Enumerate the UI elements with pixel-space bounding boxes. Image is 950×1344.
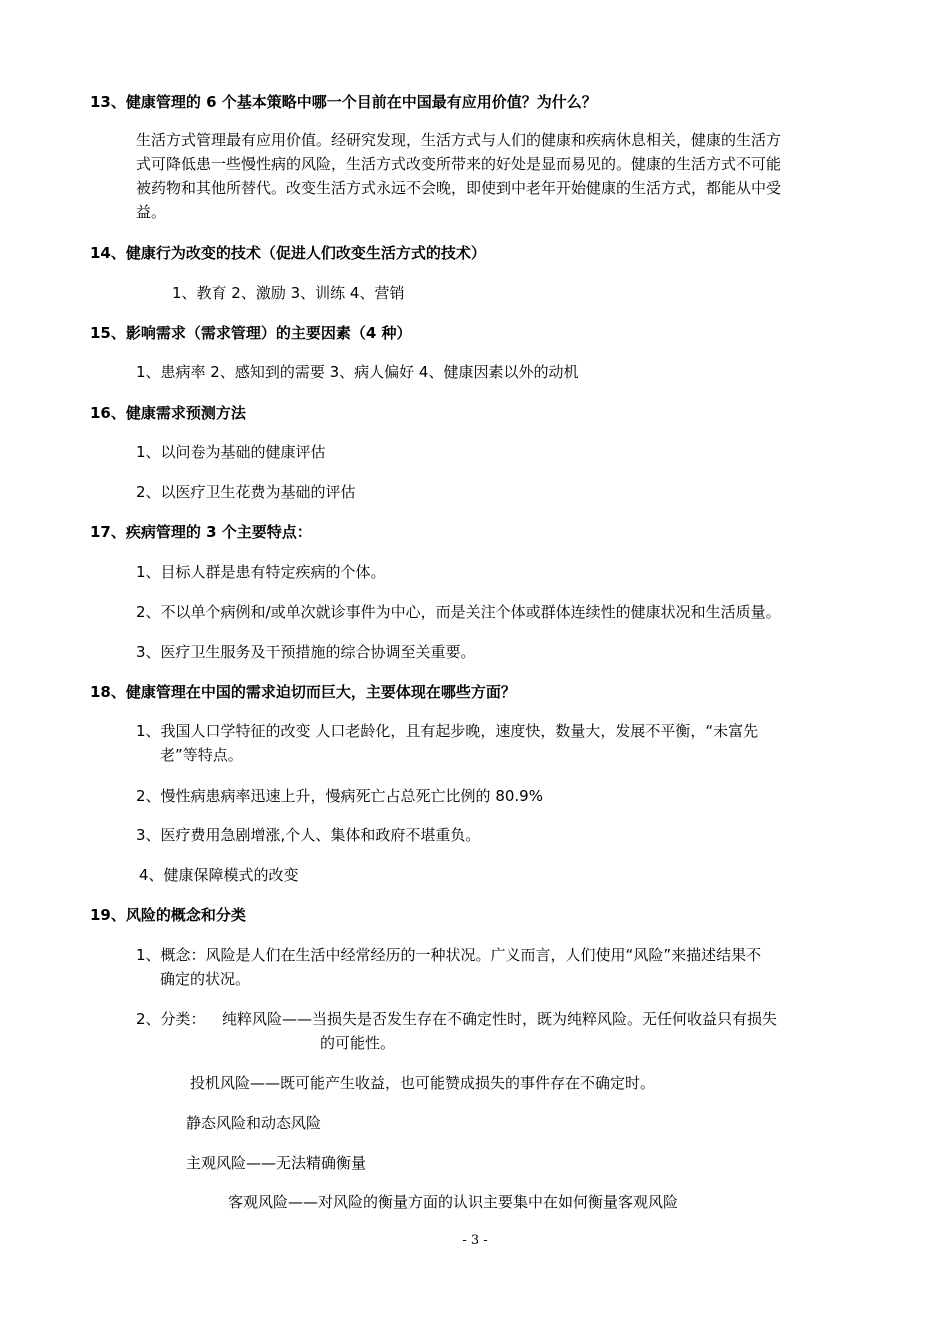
answer-line: 被药物和其他所替代。改变生活方式永远不会晚，即使到中老年开始健康的生活方式，都能从中受 bbox=[136, 179, 782, 197]
answer-item-continuation: 老”等特点。 bbox=[160, 746, 243, 764]
answer-line: 益。 bbox=[136, 203, 167, 221]
question-17-heading: 17、疾病管理的 3 个主要特点： bbox=[90, 523, 312, 541]
answer-item: 1、目标人群是患有特定疾病的个体。 bbox=[136, 563, 386, 581]
speculative-risk: 投机风险——既可能产生收益，也可能赞成损失的事件存在不确定时。 bbox=[190, 1074, 656, 1092]
question-13-heading: 13、健康管理的 6 个基本策略中哪一个目前在中国最有应用价值？为什么？ bbox=[90, 93, 597, 111]
answer-item: 1、以问卷为基础的健康评估 bbox=[136, 443, 326, 461]
page-number: - 3 - bbox=[462, 1233, 488, 1248]
static-dynamic-risk: 静态风险和动态风险 bbox=[186, 1114, 322, 1132]
pure-risk-continuation: 的可能性。 bbox=[320, 1034, 396, 1052]
answer-line: 生活方式管理最有应用价值。经研究发现，生活方式与人们的健康和疾病休息相关，健康的生活方 bbox=[136, 131, 782, 149]
answer-item: 2、不以单个病例和/或单次就诊事件为中心，而是关注个体或群体连续性的健康状况和生活质量。 bbox=[136, 603, 781, 621]
risk-concept-continuation: 确定的状况。 bbox=[160, 970, 251, 988]
pure-risk: 纯粹风险——当损失是否发生存在不确定性时，既为纯粹风险。无任何收益只有损失 bbox=[222, 1010, 778, 1028]
answer-item: 2、慢性病患病率迅速上升，慢病死亡占总死亡比例的 80.9% bbox=[136, 787, 543, 805]
answer-line: 式可降低患一些慢性病的风险，生活方式改变所带来的好处是显而易见的。健康的生活方式不可能 bbox=[136, 155, 782, 173]
question-14-heading: 14、健康行为改变的技术（促进人们改变生活方式的技术） bbox=[90, 244, 486, 262]
answer-item: 1、患病率 2、感知到的需要 3、病人偏好 4、健康因素以外的动机 bbox=[136, 363, 579, 381]
question-13-answer bbox=[136, 128, 864, 224]
question-16-heading: 16、健康需求预测方法 bbox=[90, 404, 246, 422]
subjective-risk: 主观风险——无法精确衡量 bbox=[186, 1154, 367, 1172]
question-18-heading: 18、健康管理在中国的需求迫切而巨大，主要体现在哪些方面？ bbox=[90, 683, 516, 701]
answer-item: 3、医疗卫生服务及干预措施的综合协调至关重要。 bbox=[136, 643, 476, 661]
answer-item: 2、以医疗卫生花费为基础的评估 bbox=[136, 483, 356, 501]
risk-classification-label: 2、分类： bbox=[136, 1010, 206, 1028]
risk-concept: 1、概念：风险是人们在生活中经常经历的一种状况。广义而言，人们使用“风险”来描述结果不 bbox=[136, 946, 762, 964]
objective-risk: 客观风险——对风险的衡量方面的认识主要集中在如何衡量客观风险 bbox=[228, 1193, 679, 1211]
answer-item: 3、医疗费用急剧增涨,个人、集体和政府不堪重负。 bbox=[136, 826, 481, 844]
question-15-heading: 15、影响需求（需求管理）的主要因素（4 种） bbox=[90, 324, 412, 342]
answer-item: 1、教育 2、激励 3、训练 4、营销 bbox=[172, 284, 405, 302]
answer-item: 1、我国人口学特征的改变 人口老龄化，且有起步晚，速度快，数量大，发展不平衡，“未富先 bbox=[136, 722, 759, 740]
answer-item: 4、健康保障模式的改变 bbox=[139, 866, 299, 884]
question-19-heading: 19、风险的概念和分类 bbox=[90, 906, 246, 924]
